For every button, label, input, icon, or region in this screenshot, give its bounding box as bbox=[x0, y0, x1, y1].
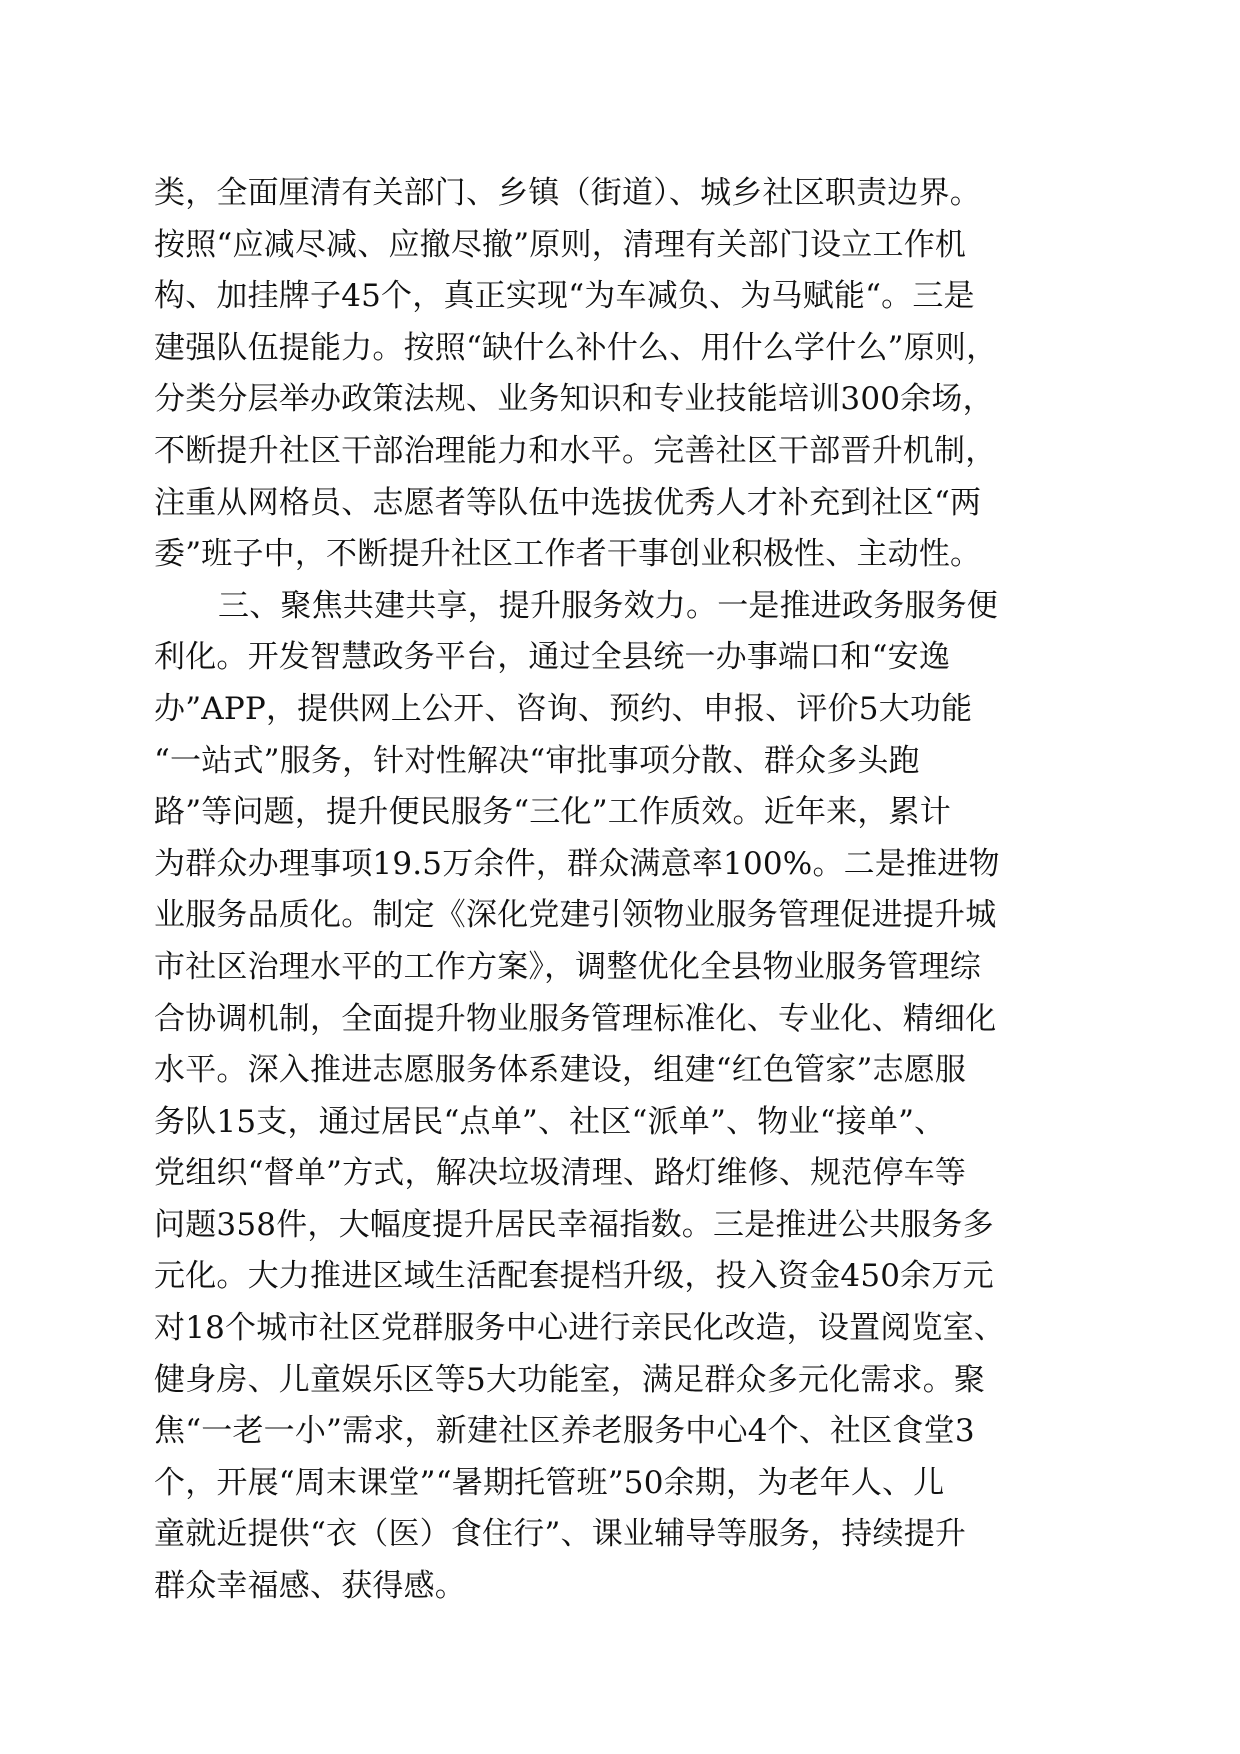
text-line: 办”APP，提供网上公开、咨询、预约、申报、评价5大功能 bbox=[154, 690, 973, 727]
text-line: 按照“应减尽减、应撤尽撤”原则，清理有关部门设立工作机 bbox=[154, 226, 967, 263]
text-line: 注重从网格员、志愿者等队伍中选拔优秀人才补充到社区“两 bbox=[154, 484, 982, 521]
body-text bbox=[154, 168, 1082, 1613]
text-line: 不断提升社区干部治理能力和水平。完善社区干部晋升机制， bbox=[154, 432, 997, 469]
text-line: 对18个城市社区党群服务中心进行亲民化改造，设置阅览室、 bbox=[154, 1310, 1006, 1347]
text-line: 市社区治理水平的工作方案》，调整优化全县物业服务管理综 bbox=[154, 948, 981, 985]
text-line: 构、加挂牌子45个，真正实现“为车减负、为马赋能“。三是 bbox=[154, 278, 975, 315]
section-heading-line: 三、聚焦共建共享，提升服务效力。一是推进政务服务便 bbox=[218, 587, 998, 624]
text-line: 利化。开发智慧政务平台，通过全县统一办事端口和“安逸 bbox=[154, 639, 951, 676]
text-line: 合协调机制，全面提升物业服务管理标准化、专业化、精细化 bbox=[154, 1000, 997, 1037]
text-line: 水平。深入推进志愿服务体系建设，组建“红色管家”志愿服 bbox=[154, 1052, 967, 1089]
text-line: 为群众办理事项19.5万余件，群众满意率100%。二是推进物 bbox=[154, 845, 1000, 882]
text-line: 路”等问题，提升便民服务“三化”工作质效。近年来，累计 bbox=[154, 794, 951, 831]
text-line: 群众幸福感、获得感。 bbox=[154, 1568, 466, 1605]
text-line: 业服务品质化。制定《深化党建引领物业服务管理促进提升城 bbox=[154, 897, 997, 934]
text-line: 委”班子中，不断提升社区工作者干事创业积极性、主动性。 bbox=[154, 536, 982, 573]
text-line: 个，开展“周末课堂”“暑期托管班”50余期，为老年人、儿 bbox=[154, 1464, 945, 1501]
text-line: 建强队伍提能力。按照“缺什么补什么、用什么学什么”原则， bbox=[154, 329, 998, 366]
text-line: 问题358件，大幅度提升居民幸福指数。三是推进公共服务多 bbox=[154, 1206, 994, 1243]
text-line: 童就近提供“衣（医）食住行”、课业辅导等服务，持续提升 bbox=[154, 1516, 967, 1553]
text-line: 元化。大力推进区域生活配套提档升级，投入资金450余万元 bbox=[154, 1258, 994, 1295]
text-line: 党组织“督单”方式，解决垃圾清理、路灯维修、规范停车等 bbox=[154, 1155, 967, 1192]
text-line: “一站式”服务，针对性解决“审批事项分散、群众多头跑 bbox=[154, 742, 920, 779]
text-line: 焦“一老一小”需求，新建社区养老服务中心4个、社区食堂3 bbox=[154, 1413, 975, 1450]
text-line: 健身房、儿童娱乐区等5大功能室，满足群众多元化需求。聚 bbox=[154, 1361, 986, 1398]
text-line: 分类分层举办政策法规、业务知识和专业技能培训300余场， bbox=[154, 381, 994, 418]
text-line: 务队15支，通过居民“点单”、社区“派单”、物业“接单”、 bbox=[154, 1103, 946, 1140]
text-line: 类，全面厘清有关部门、乡镇（街道）、城乡社区职责边界。 bbox=[154, 175, 981, 211]
